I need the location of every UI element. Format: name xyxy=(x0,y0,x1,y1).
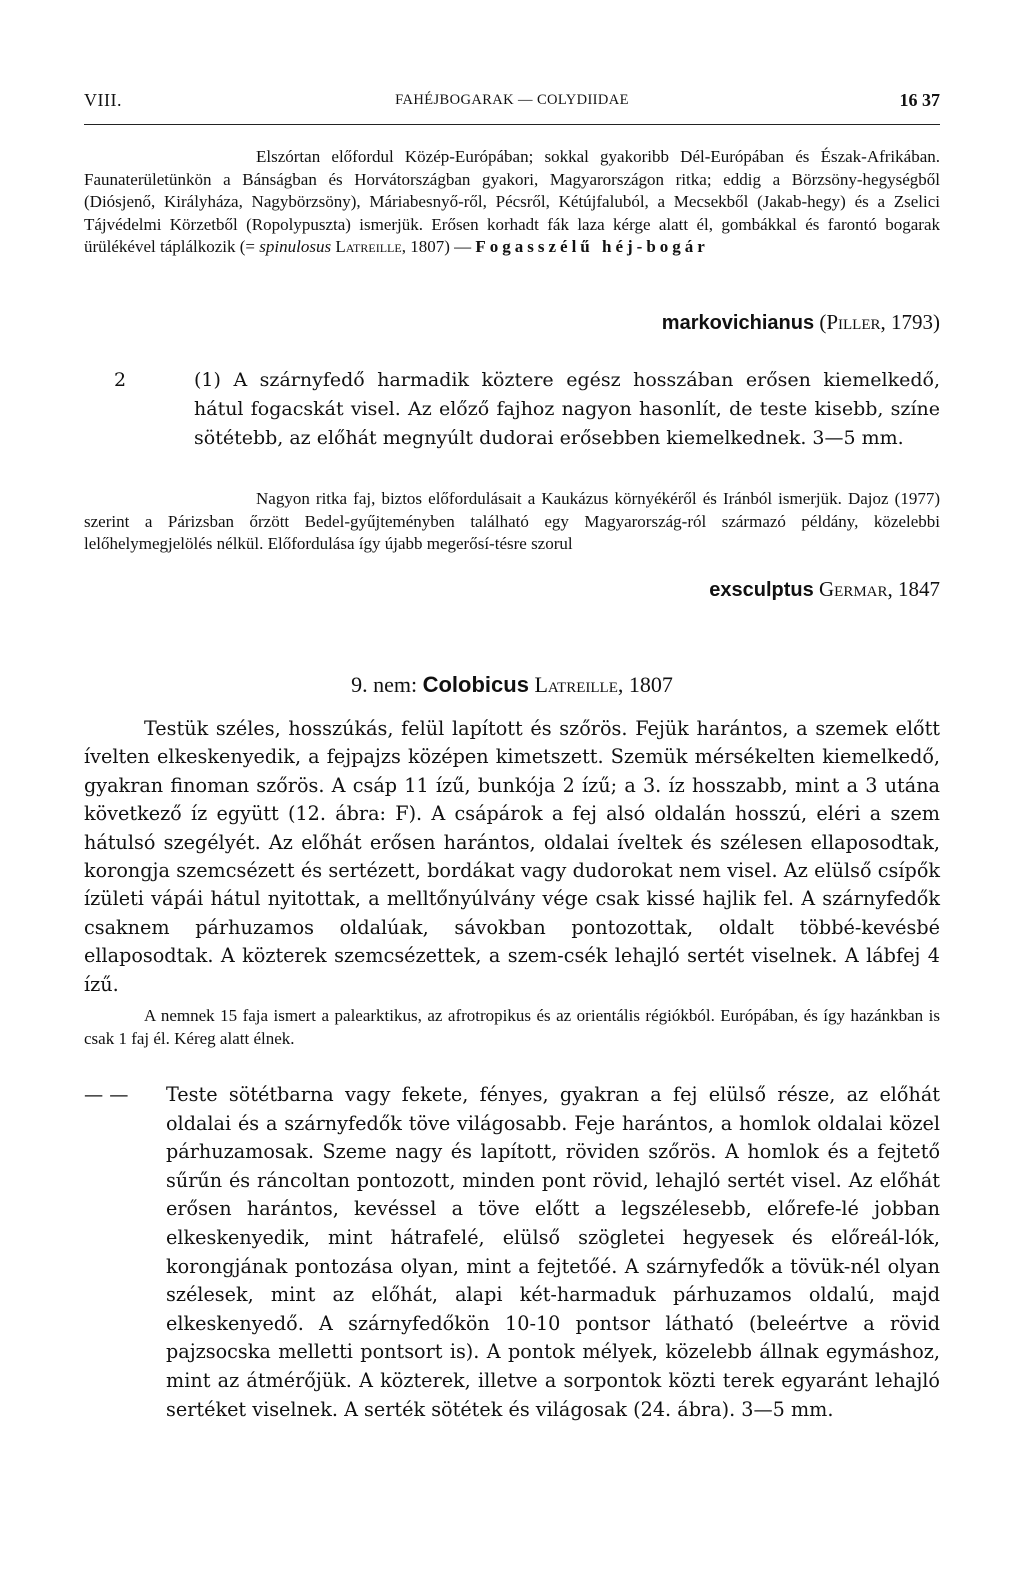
genus-name: Colobicus xyxy=(422,672,529,697)
species-name-2: exsculptus xyxy=(709,579,814,601)
species-year: , 1793) xyxy=(880,310,940,334)
genus-description-text: Testük széles, hosszúkás, felül lapított és szőrös. Fejük harántos, a szemek előtt ívelten elkeskenyedik, a fejpajzs középen kimetszett. Szemük mérsékelten kiemelkedő, gyakran finoman szőrös. A csáp 11 ízű, bunkója 2 ízű; a 3. íz hosszabb, mint a 3 utána következő íz együtt (12. ábra: F). A csápárok a fej alsó oldalán hosszú, eléri a szem hátulsó szegélyét. Az előhát erősen harántos, oldalai íveltek és szélesen ellaposodtak, korongja szemcsézett és sertézett, bordákat vagy dudorokat nem visel. Az elülső csípők ízületi vápái hátul nyitottak, a melltőnyúlvány vége csak kissé hajlik fel. A szárnyfedők csaknem párhuzamos oldalúak, sávokban pontozottak, oldalt többé-kevésbé ellaposodtak. A közterek szemcsézettek, a szem-csék lehajló sertét viselnek. A lábfej 4 ízű. xyxy=(84,717,940,996)
species-key-entry xyxy=(84,1081,940,1451)
synonym-author: Latreille xyxy=(335,237,402,256)
distribution-paragraph-2 xyxy=(84,488,940,580)
species-name: markovichianus xyxy=(661,312,815,334)
key-dash: — — xyxy=(84,1083,129,1106)
species-author-2: Germar xyxy=(818,577,888,601)
genus-year: , 1807 xyxy=(617,672,673,697)
common-name: Fogasszélű héj-bogár xyxy=(475,237,709,256)
running-title: FAHÉJBOGARAK — COLYDIIDAE xyxy=(395,92,629,108)
genus-prefix: 9. nem: xyxy=(351,672,418,697)
species-heading-exsculptus xyxy=(709,577,940,602)
species-paren: ( xyxy=(819,310,827,334)
species-year-2: , 1847 xyxy=(887,577,940,601)
chapter-number: VIII. xyxy=(84,90,122,110)
genus-note xyxy=(84,1005,940,1051)
genus-note-text: A nemnek 15 faja ismert a palearktikus, az afrotropikus és az orientális régiókból. Európában, és így hazánkban is csak 1 faj él. Kéreg alatt élnek. xyxy=(84,1006,940,1048)
genus-heading xyxy=(0,672,1024,698)
distribution-text: Elszórtan előfordul Közép-Európában; sokkal gyakoribb Dél-Európában és Észak-Afrikában. Faunaterületünkön a Bánságban és Horvátországban gyakori, Magyarországon ritka; eddig a Börzsöny-hegységből (Diósjenő, Királyháza, Nagybörzsöny), Máriabesnyő-ről, Pécsről, Kétújfaluból, a Mecsekből (Jakab-hegy) és a Zselici Tájvédelmi Körzetből (Ropolypuszta) ismerjük. Erősen korhadt fák laza kérge alatt él, gombákkal és farontó bogarak ürülékével táplálkozik (= xyxy=(84,147,940,256)
running-header xyxy=(84,84,940,125)
couplet-number: 2 xyxy=(114,369,127,391)
distribution-paragraph-1 xyxy=(84,146,940,302)
genus-author: Latreille xyxy=(534,672,618,697)
genus-description xyxy=(84,715,940,996)
species-heading-markovichianus xyxy=(662,310,940,335)
key-couplet-2 xyxy=(84,366,940,484)
species-author: Piller xyxy=(826,310,881,334)
species-description: Teste sötétbarna vagy fekete, fényes, gyakran a fej elülső része, az előhát oldalai és a szárnyfedők töve világosabb. Feje harántos, a homlok oldalai közel párhuzamosak. Szeme nagy és lapított, röviden szőrös. A homlok és a fejtető sűrűn és ráncoltan pontozott, minden pont rövid, lehajló sertét visel. Az előhát erősen harántos, kevéssel a töve előtt a legszélesebb, előrefe-lé jobban elkeskenyedik, mint hátrafelé, elülső szögletei hegyesek és előreál-lók, korongjának pontozása olyan, mint a fejtetőé. A szárnyfedők a tövük-nél olyan szélesek, mint az előhát, alapi két-harmaduk párhuzamos oldalú, majd elkeskenyedő. A szárnyfedőkön 10-10 pontsor látható (beleértve a rövid pajzsocska melletti pontsort is). A pontok mélyek, közelebb állnak egymáshoz, mint az átmérőjük. A közterek, illetve a sorpontok közti terek egyaránt lehajló sertéket viselnek. A serték sötétek és világosak (24. ábra). 3—5 mm. xyxy=(166,1083,940,1421)
couplet-text: (1) A szárnyfedő harmadik köztere egész hosszában erősen kiemelkedő, hátul fogacskát visel. Az előző fajhoz nagyon hasonlít, de teste kisebb, színe sötétebb, az előhát megnyúlt dudorai erősebben kiemelkednek. 3—5 mm. xyxy=(194,369,940,449)
page-number: 16 37 xyxy=(899,90,940,110)
synonym-year: , 1807) — xyxy=(401,237,472,256)
distribution-text-2: Nagyon ritka faj, biztos előfordulásait a Kaukázus környékéről és Iránból ismerjük. Dajoz (1977) szerint a Párizsban őrzött Bedel-gyűjteményben található egy Magyarország-ról származó példány, közelebbi lelőhelymegjelölés nélkül. Előfordulása így újabb megerősí-tésre szorul xyxy=(84,489,940,553)
synonym-name: spinulosus xyxy=(259,237,332,256)
